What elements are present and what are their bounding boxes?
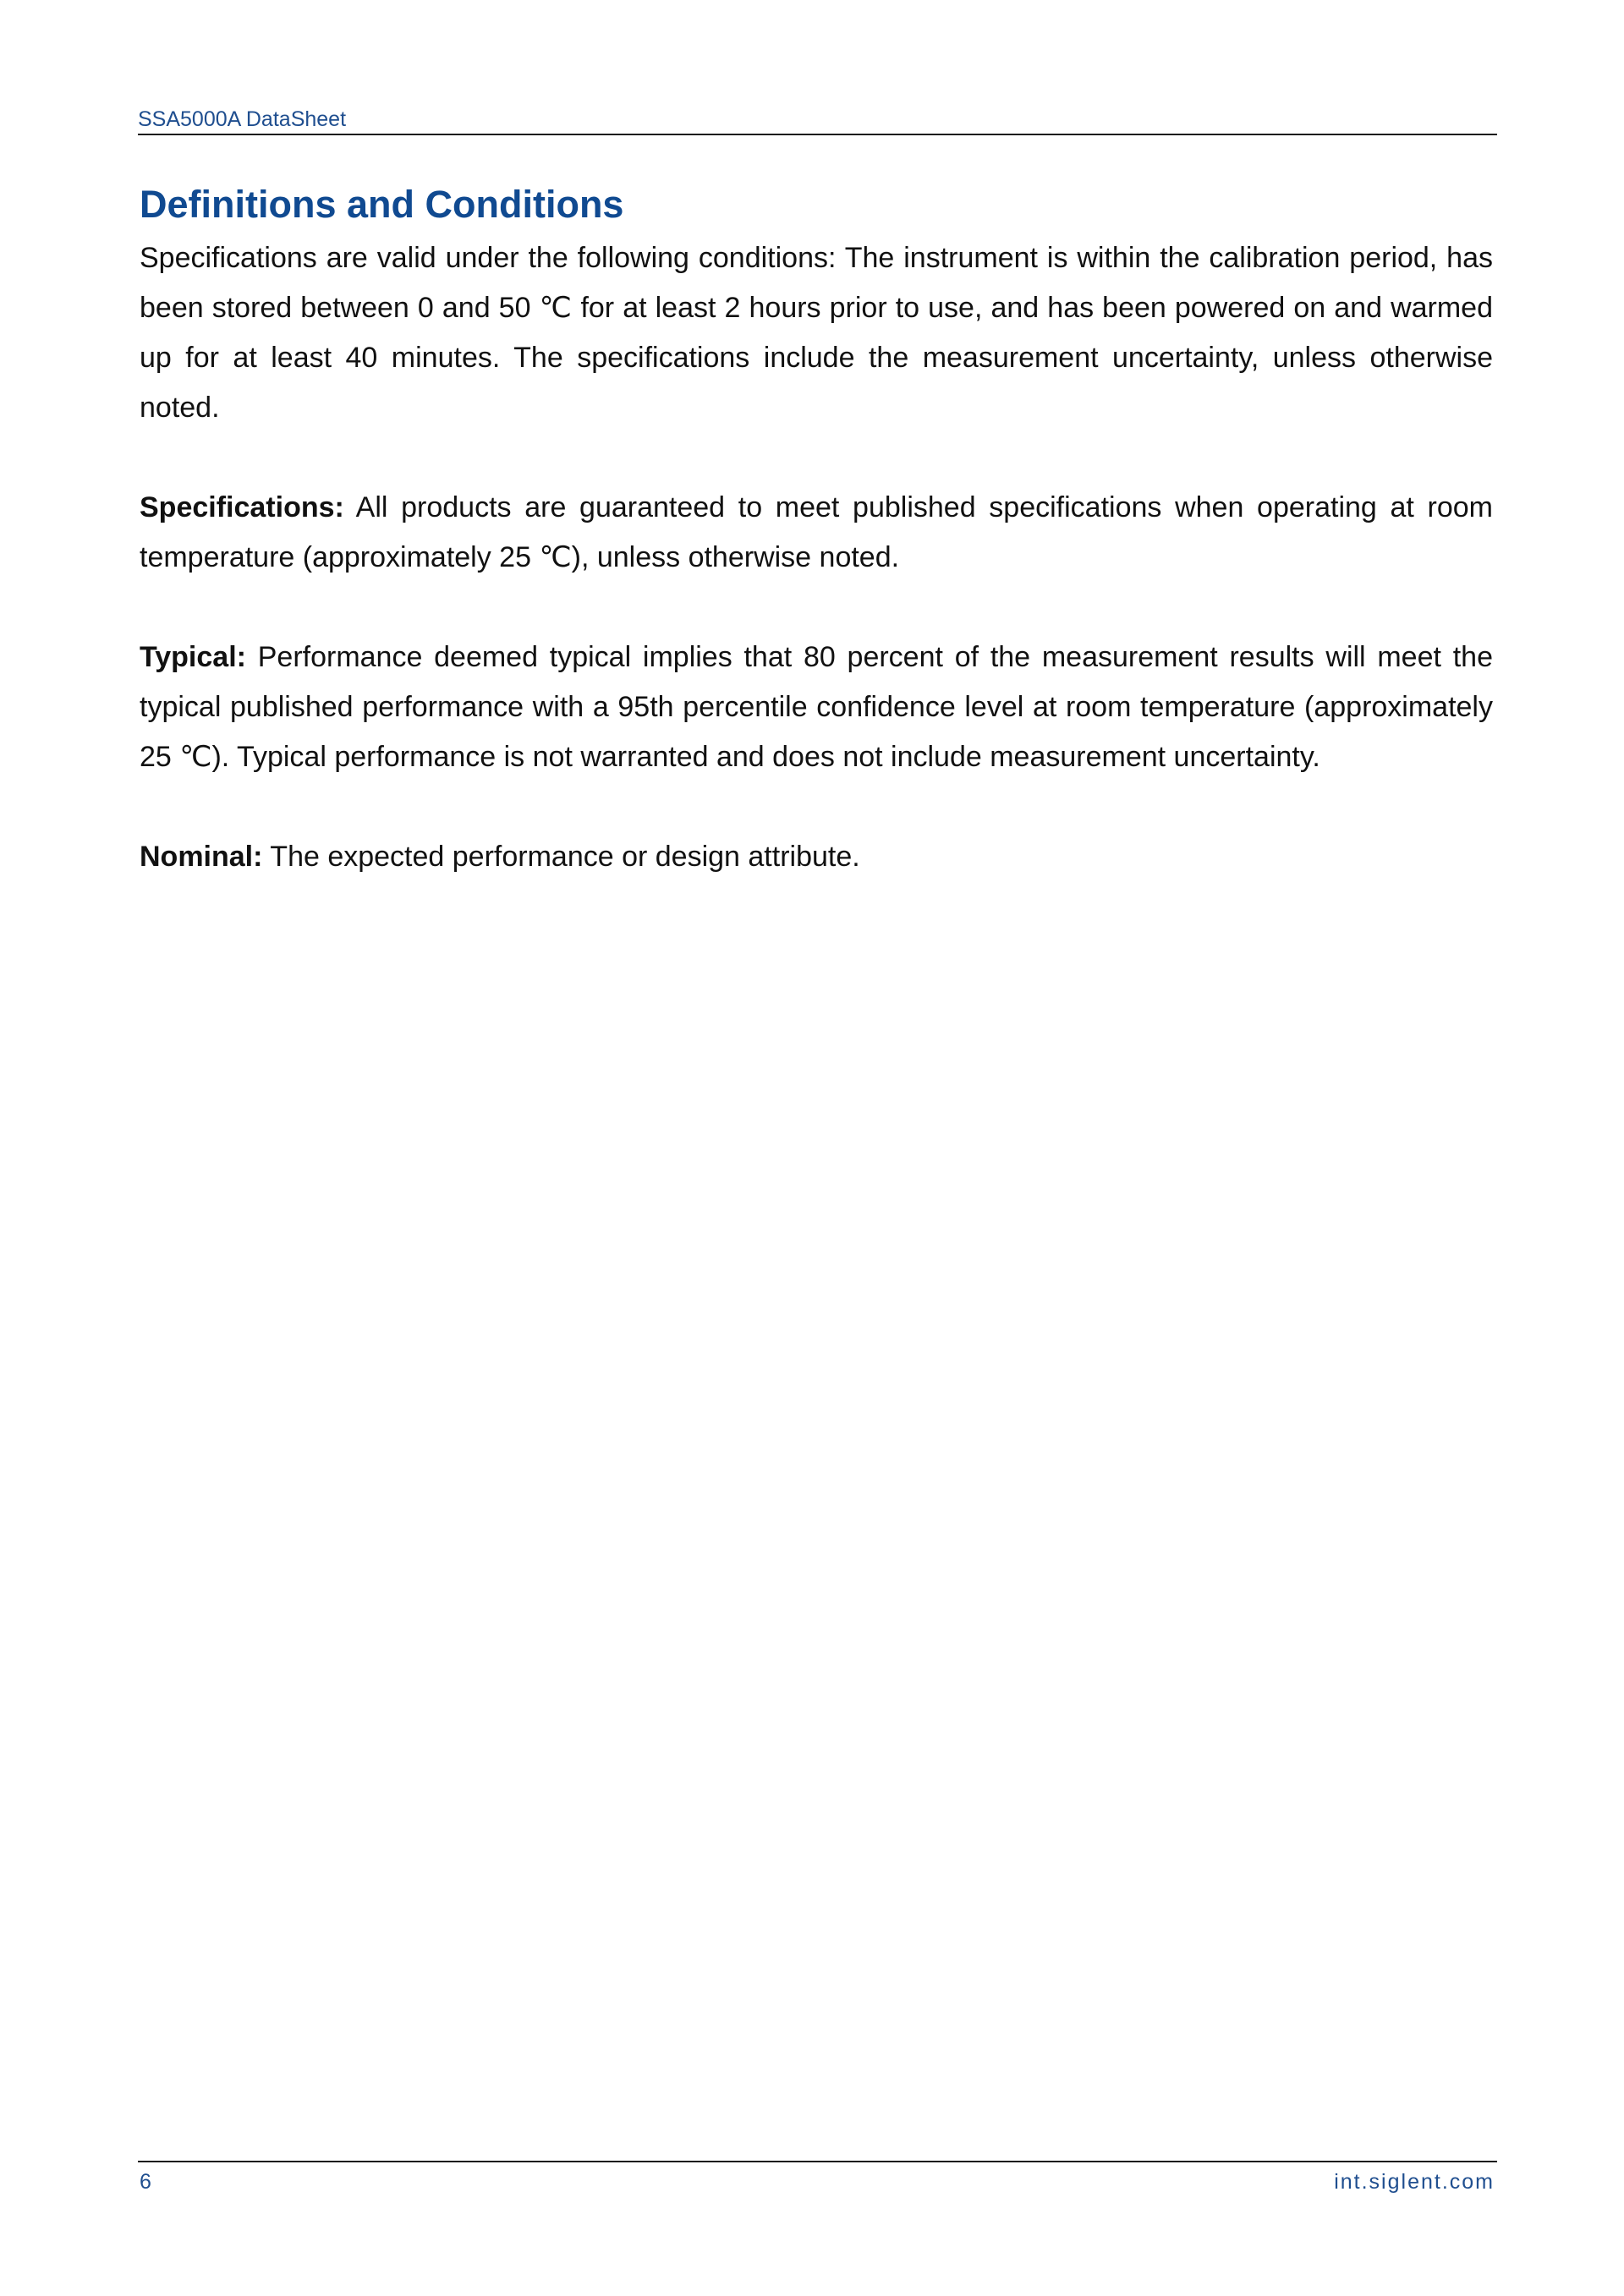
definition-text: The expected performance or design attribute. — [270, 841, 860, 873]
definition-term: Typical: — [140, 641, 246, 673]
page-number: 6 — [140, 2170, 151, 2194]
definitions-section — [140, 179, 1493, 882]
definition-text: All products are guaranteed to meet published specifications when operating at room temperature (approximately 25 ℃), unless otherwise noted. — [140, 491, 1493, 573]
definition-term: Specifications: — [140, 491, 344, 523]
conditions-paragraph: Specifications are valid under the following conditions: The instrument is within the calibration period, has been stored between 0 and 50 ℃ for at least 2 hours prior to use, and has been powered on and warmed up for at least 40 minutes. The specifications include the measurement uncertainty, unless otherwise noted. — [140, 242, 1493, 424]
definition-term: Nominal: — [140, 841, 263, 873]
website-url[interactable]: int.siglent.com — [1334, 2170, 1495, 2194]
running-header — [138, 105, 1497, 135]
definition-text: Performance deemed typical implies that 80 percent of the measurement results will meet the typical published performance with a 95th percentile confidence level at room temperature (approximately 25 ℃). Typical performance is not warranted and does not include measurement uncertainty. — [140, 641, 1493, 773]
definition-typical — [140, 633, 1493, 782]
running-footer — [138, 2161, 1497, 2198]
section-title: Definitions and Conditions — [140, 183, 624, 226]
definition-specifications — [140, 483, 1493, 583]
document-title: SSA5000A DataSheet — [138, 107, 347, 131]
definition-nominal — [140, 832, 1493, 882]
